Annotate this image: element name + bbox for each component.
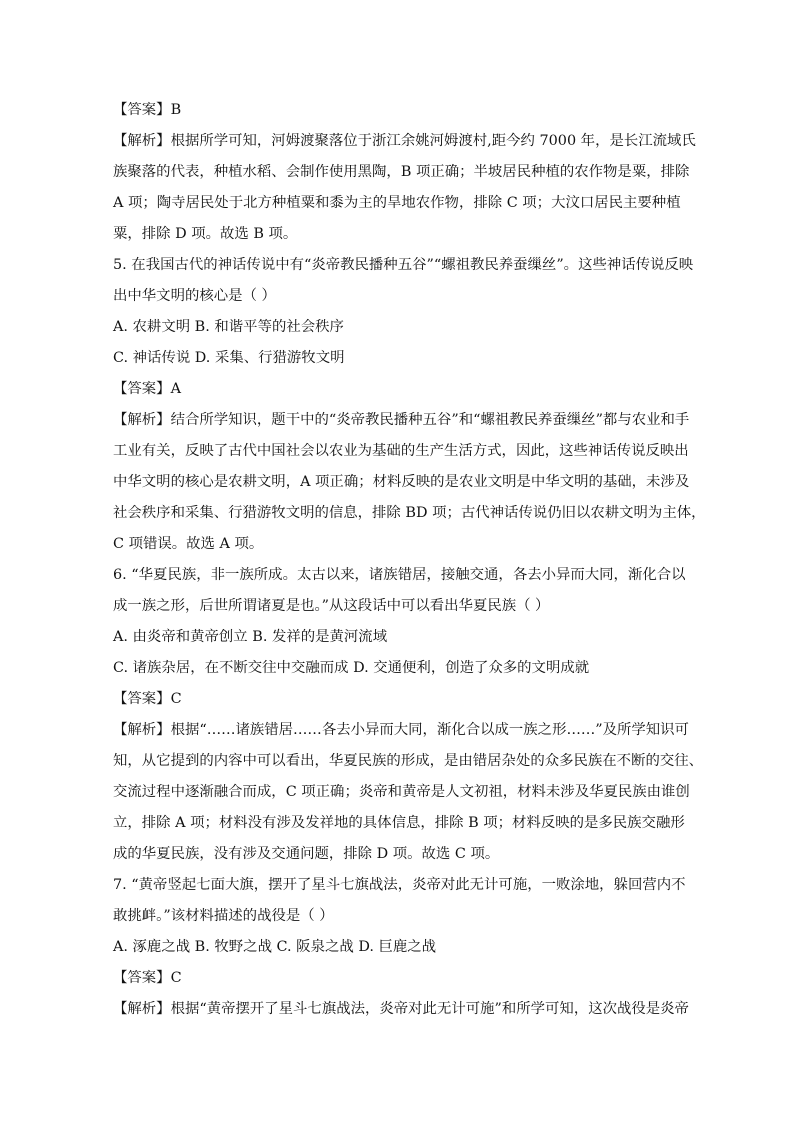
question-options: A. 农耕文明 B. 和谐平等的社会秩序 — [113, 319, 344, 335]
analysis-paragraph — [113, 126, 696, 250]
text-line: 6. “华夏民族，非一族所成。太古以来，诸族错居，接触交通，各去小异而大同，渐化合以 — [113, 567, 686, 583]
text-line: 出中华文明的核心是（ ） — [113, 288, 276, 304]
text-line: 族聚落的代表，种植水稻、会制作使用黑陶，B 项正确；半坡居民种植的农作物是粟，排除 — [113, 164, 690, 180]
text-line: 【解析】结合所学知识，题干中的“炎帝教民播种五谷”和“螺祖教民养蚕缫丝”都与农业和手 — [113, 412, 690, 428]
text-line: 工业有关，反映了古代中国社会以农业为基础的生产生活方式，因此，这些神话传说反映出 — [113, 443, 689, 459]
text-line: 知，从它提到的内容中可以看出，华夏民族的形成，是由错居杂处的众多民族在不断的交往、 — [113, 753, 704, 769]
question-7 — [113, 870, 686, 932]
question-5 — [113, 250, 694, 312]
text-line: 成的华夏民族，没有涉及交通问题，排除 D 项。故选 C 项。 — [113, 846, 500, 862]
answer-line: 【答案】C — [113, 691, 182, 707]
text-line: 5. 在我国古代的神话传说中有“炎帝教民播种五谷”“螺祖教民养蚕缫丝”。这些神话传说反映 — [113, 257, 694, 273]
text-line: 成一族之形，后世所谓诸夏是也。”从这段话中可以看出华夏民族（ ） — [113, 598, 550, 614]
text-line: 敢挑衅。”该材料描述的战役是（ ） — [113, 908, 334, 924]
analysis-paragraph — [113, 994, 689, 1025]
text-line: 【解析】根据“黄帝摆开了星斗七旗战法，炎帝对此无计可施”和所学可知，这次战役是炎帝 — [113, 1001, 689, 1017]
text-line: A 项；陶寺居民处于北方种植粟和黍为主的旱地农作物，排除 C 项；大汶口居民主要种植 — [113, 195, 681, 211]
document-body — [113, 95, 706, 1025]
text-line: 中华文明的核心是农耕文明，A 项正确；材料反映的是农业文明是中华文明的基础，未涉及 — [113, 474, 690, 490]
answer-line: 【答案】B — [113, 102, 182, 118]
question-options: C. 诸族杂居，在不断交往中交融而成 D. 交通便利，创造了众多的文明成就 — [113, 660, 590, 676]
text-line: C 项错误。故选 A 项。 — [113, 536, 264, 552]
text-line: 立，排除 A 项；材料没有涉及发祥地的具体信息，排除 B 项；材料反映的是多民族交融形 — [113, 815, 685, 831]
question-6 — [113, 560, 686, 622]
text-line: 粟，排除 D 项。故选 B 项。 — [113, 226, 298, 242]
text-line: 【解析】根据“……诸族错居……各去小异而大同，渐化合以成一族之形……”及所学知识可 — [113, 722, 689, 738]
analysis-paragraph — [113, 715, 704, 870]
answer-line: 【答案】C — [113, 970, 182, 986]
text-line: 交流过程中逐渐融合而成，C 项正确；炎帝和黄帝是人文初祖，材料未涉及华夏民族由谁创 — [113, 784, 690, 800]
text-line: 社会秩序和采集、行猎游牧文明的信息，排除 BD 项；古代神话传说仍旧以农耕文明为主体， — [113, 505, 706, 521]
text-line: 7. “黄帝竖起七面大旗，摆开了星斗七旗战法，炎帝对此无计可施，一败涂地，躲回营内不 — [113, 877, 686, 893]
question-options: C. 神话传说 D. 采集、行猎游牧文明 — [113, 350, 345, 366]
question-options: A. 由炎帝和黄帝创立 B. 发祥的是黄河流域 — [113, 629, 388, 645]
analysis-paragraph — [113, 405, 706, 560]
question-options: A. 涿鹿之战 B. 牧野之战 C. 阪泉之战 D. 巨鹿之战 — [113, 939, 437, 955]
text-line: 【解析】根据所学可知，河姆渡聚落位于浙江余姚河姆渡村,距今约 7000 年，是长江流域氏 — [113, 133, 696, 149]
answer-line: 【答案】A — [113, 381, 181, 397]
